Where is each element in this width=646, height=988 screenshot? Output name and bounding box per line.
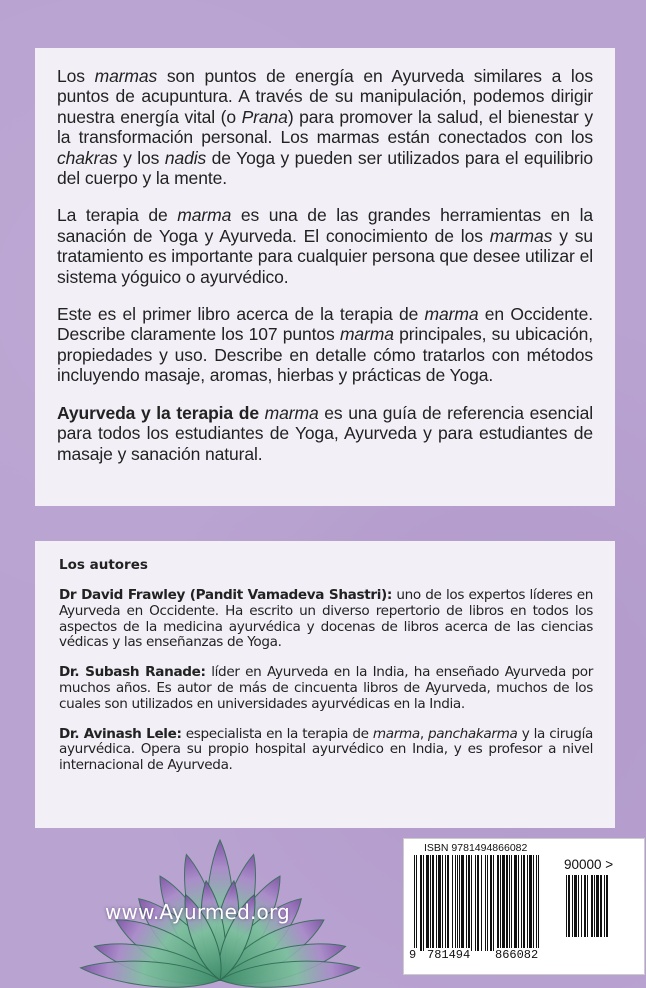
text-run: marma — [339, 324, 394, 345]
text-run: de Yoga y pueden ser utilizados para el equilibrio del cuerpo y la mente. — [57, 147, 593, 189]
ean-digit-first: 9 — [409, 948, 417, 962]
text-run: chakras — [57, 147, 118, 168]
website-url: www.Ayurmed.org — [105, 900, 290, 924]
barcode-bar — [533, 855, 534, 951]
barcode-bar — [574, 875, 577, 937]
text-run: marmas — [94, 66, 158, 86]
text-run: ) para promover la salud, el bienestar y la transformación personal. Los marmas están conectados con los — [57, 106, 593, 148]
barcode-bar — [420, 855, 422, 951]
barcode-bar — [457, 855, 458, 951]
barcode-bar — [594, 875, 595, 937]
author-bio-ranade — [59, 665, 593, 712]
barcode-bar — [452, 855, 453, 951]
barcode-bar — [514, 855, 517, 951]
barcode-bar — [438, 855, 441, 951]
author-bio-lele — [59, 727, 593, 774]
barcode-bar — [572, 875, 573, 937]
barcode-bar — [414, 855, 415, 951]
barcode-bar — [581, 875, 582, 937]
barcode-bar — [426, 855, 429, 951]
text-run: marmas — [489, 225, 553, 246]
ean-digit-group2: 866082 — [495, 948, 539, 962]
barcode-bar — [466, 855, 467, 951]
authors-panel — [35, 541, 615, 828]
description-paragraph-3 — [57, 304, 593, 386]
barcode-bar — [566, 875, 567, 937]
text-run: Dr David Frawley (Pandit Vamadeva Shastri): — [59, 587, 393, 603]
barcode-bar — [461, 855, 464, 951]
description-paragraph-4 — [57, 403, 593, 464]
text-run: y los — [117, 147, 165, 168]
text-run: panchakarma — [428, 725, 518, 742]
text-run: es una guía de referencia esencial para todos los estudiantes de Yoga, Ayurveda y para estudiantes de masaje y sanación natural. — [57, 402, 593, 464]
text-run: en Occidente. Describe claramente los 107 puntos — [57, 304, 593, 345]
barcode-bar — [493, 855, 494, 951]
barcode-bar — [509, 855, 510, 951]
barcode-bar — [485, 855, 486, 951]
barcode-bar — [416, 855, 417, 951]
text-run: es una de las grandes herramientas en la sanación de Yoga y Ayurveda. El conocimiento de los — [57, 205, 593, 246]
price-code: 90000 > — [564, 857, 614, 872]
text-run: especialista en la terapia de — [181, 725, 373, 742]
barcode-bar — [527, 855, 528, 951]
barcode-bar — [445, 855, 446, 951]
text-run: Este es el primer libro acerca de la terapia de — [57, 304, 425, 325]
barcode-bar — [606, 875, 608, 937]
addon-barcode-bars — [564, 875, 636, 965]
barcode-bar — [518, 855, 519, 951]
barcode-bar — [481, 855, 482, 951]
ean-digit-group1: 781494 — [427, 948, 471, 962]
barcode-bar — [487, 855, 488, 951]
text-run: son puntos de energía en Ayurveda similares a los puntos de acupuntura. A través de su manipulación, podemos dirigir nuestra energía vital (o — [57, 66, 593, 127]
text-run: marma — [372, 725, 420, 742]
text-run: uno de los expertos líderes en Ayurveda en Occidente. Ha escrito un diverso repertorio de libros en todos los aspectos de la medicina ayurvédica y docenas de libros acerca de las ciencias védicas y las enseñanzas de Yoga. — [59, 587, 593, 651]
text-run: Dr. Subash Ranade: — [59, 664, 206, 681]
text-run: Los — [57, 66, 95, 86]
barcode-bar — [604, 875, 605, 937]
barcode-bar — [468, 855, 470, 951]
isbn-label: ISBN 9781494866082 — [424, 842, 528, 854]
text-run: y su tratamiento es importante para cualquier persona que desee utilizar el sistema yóguico o ayurvédico. — [57, 225, 593, 287]
description-paragraph-1 — [57, 66, 593, 188]
barcode-bar — [459, 855, 460, 951]
barcode-bar — [471, 855, 472, 951]
barcode-bar — [475, 855, 476, 951]
barcode-bar — [490, 855, 492, 951]
barcode-bar — [477, 855, 479, 951]
barcode-bar — [432, 855, 434, 951]
author-bio-frawley — [59, 588, 593, 651]
barcode-bar — [521, 855, 522, 951]
text-run: , — [419, 725, 428, 742]
text-run: Dr. Avinash Lele: — [59, 725, 182, 742]
text-run: y la cirugía ayurvédica. Opera su propio hospital ayurvédico en India, y es profesor a nivel internacional de Ayurveda. — [59, 725, 593, 774]
barcode-bar — [591, 875, 593, 937]
authors-heading: Los autores — [59, 557, 148, 573]
text-run: La terapia de — [57, 205, 178, 226]
barcode-bar — [596, 875, 599, 937]
text-run: marma — [424, 304, 479, 325]
barcode-bar — [506, 855, 508, 951]
barcode-bar — [430, 855, 431, 951]
barcode-bar — [442, 855, 443, 951]
ean-barcode-bars — [412, 855, 560, 957]
barcode-graphic — [403, 838, 645, 975]
text-run: principales, su ubicación, propiedades y uso. Describe en detalle cómo tratarlos con métodos incluyendo masaje, aromas, hierbas y prácticas de Yoga. — [57, 324, 594, 386]
barcode-bar — [587, 875, 588, 937]
text-run: Prana — [241, 106, 288, 127]
barcode-bar — [568, 875, 570, 937]
text-run: marma — [177, 205, 232, 226]
barcode-bar — [502, 855, 505, 951]
barcode-bar — [523, 855, 525, 951]
barcode-bar — [497, 855, 499, 951]
barcode-bar — [436, 855, 437, 951]
barcode-bar — [500, 855, 501, 951]
description-panel — [35, 48, 615, 506]
barcode-bar — [511, 855, 512, 951]
barcode-bar — [600, 875, 602, 937]
text-run: Ayurveda y la terapia de — [57, 402, 265, 423]
barcode-bar — [447, 855, 449, 951]
description-paragraph-2 — [57, 205, 593, 287]
barcode-bar — [536, 855, 537, 951]
barcode-bar — [455, 855, 456, 951]
barcode-bar — [529, 855, 532, 951]
text-run: marma — [264, 402, 319, 423]
text-run: nadis — [164, 147, 207, 168]
barcode-bar — [423, 855, 424, 951]
barcode-bar — [538, 855, 539, 951]
barcode-bar — [578, 875, 579, 937]
text-run: líder en Ayurveda en la India, ha enseñado Ayurveda por muchos años. Es autor de más de cincuenta libros de Ayurveda, muchos de los cuales son utilizados en universidades ayurvédicas en la India. — [59, 664, 593, 712]
barcode-bar — [584, 875, 586, 937]
